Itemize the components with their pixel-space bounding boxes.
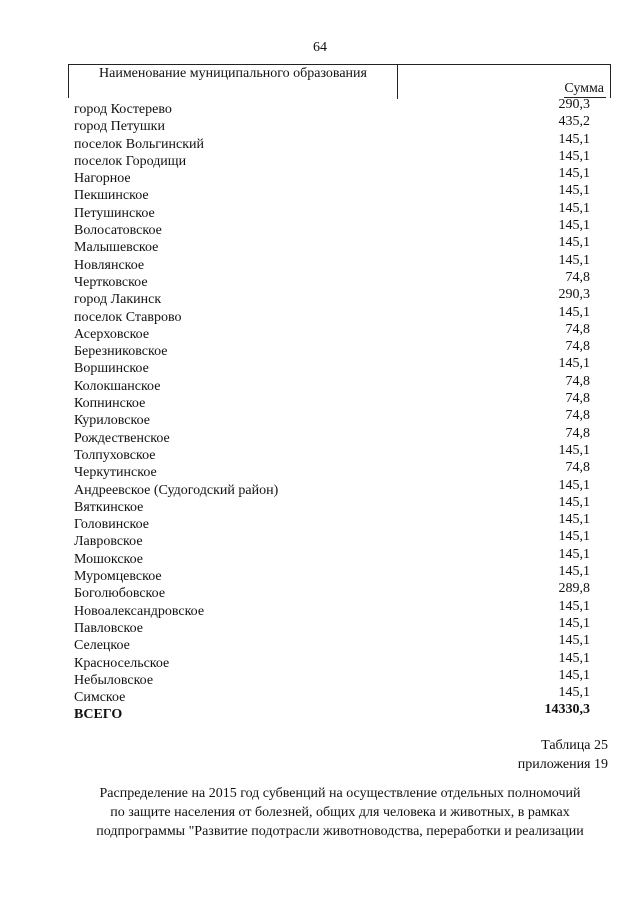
municipality-sum: 145,1 [558, 564, 590, 580]
table-description [60, 784, 620, 841]
municipality-name: Копнинское [74, 396, 146, 412]
table-row [74, 252, 590, 273]
municipality-sum: 74,8 [565, 269, 590, 285]
municipality-name: Лавровское [74, 534, 143, 550]
table-row [74, 650, 590, 671]
table-row [74, 546, 590, 567]
municipality-sum: 145,1 [558, 200, 590, 216]
municipality-sum: 145,1 [558, 218, 590, 234]
table-row [74, 168, 590, 185]
total-label: ВСЕГО [74, 707, 123, 723]
municipality-sum: 145,1 [558, 529, 590, 545]
table-row [74, 598, 590, 619]
table-row [74, 667, 590, 688]
municipality-name: Асерховское [74, 326, 150, 342]
municipality-sum: 145,1 [558, 633, 590, 649]
municipality-name: поселок Ставрово [74, 309, 182, 325]
municipality-name: Андреевское (Судогодский район) [74, 482, 279, 498]
total-row [74, 704, 590, 721]
table-row [74, 289, 590, 306]
municipality-sum: 145,1 [558, 183, 590, 199]
municipality-name: Мошокское [74, 551, 144, 567]
municipality-name: Черкутинское [74, 465, 157, 481]
table-row [74, 531, 590, 548]
municipality-sum: 74,8 [565, 373, 590, 389]
table-row [74, 494, 590, 515]
table-header [68, 64, 611, 98]
column-header-sum: Сумма [564, 81, 604, 96]
municipality-sum: 74,8 [565, 391, 590, 407]
description-line: по защите населения от болезней, общих для человека и животных, в рамках [110, 805, 570, 820]
municipality-name: Березниковское [74, 344, 168, 360]
municipality-sum: 145,1 [558, 442, 590, 458]
municipality-sum: 74,8 [565, 460, 590, 476]
table-row [74, 358, 590, 375]
table-row [74, 566, 590, 583]
table-body [74, 99, 590, 722]
table-row [74, 583, 590, 600]
municipality-name: город Петушки [74, 119, 165, 135]
table-row [74, 442, 590, 463]
municipality-name: Нагорное [74, 171, 131, 187]
municipality-sum: 435,2 [558, 114, 590, 130]
municipality-name: Куриловское [74, 413, 150, 429]
description-line: подпрограммы "Развитие подотрасли животноводства, переработки и реализации [96, 824, 584, 839]
municipality-name: Волосатовское [74, 223, 162, 239]
table-row [74, 687, 590, 704]
municipality-name: город Костерево [74, 102, 172, 117]
municipality-sum: 145,1 [558, 477, 590, 493]
municipality-name: Красносельское [74, 655, 170, 671]
municipality-name: город Лакинск [74, 292, 162, 308]
table-row [74, 410, 590, 427]
table-row [74, 341, 590, 358]
municipality-sum: 145,1 [558, 494, 590, 510]
municipality-name: Вяткинское [74, 499, 144, 515]
description-line: Распределение на 2015 год субвенций на осуществление отдельных полномочий [99, 786, 581, 801]
table-row [74, 131, 590, 152]
municipality-sum: 145,1 [558, 615, 590, 631]
municipality-name: поселок Городищи [74, 153, 187, 169]
municipality-name: Рождественское [74, 430, 170, 446]
table-row [74, 462, 590, 479]
municipality-sum: 145,1 [558, 304, 590, 320]
municipality-name: Петушинское [74, 205, 155, 221]
municipality-sum: 74,8 [565, 339, 590, 355]
municipality-name: Головинское [74, 517, 149, 533]
municipality-sum: 145,1 [558, 252, 590, 268]
municipality-sum: 74,8 [565, 408, 590, 424]
municipality-sum: 290,3 [558, 287, 590, 303]
municipality-name: Селецкое [74, 638, 130, 654]
table-row [74, 321, 590, 342]
table-row [74, 373, 590, 394]
municipality-sum: 145,1 [558, 131, 590, 147]
municipality-name: Колокшанское [74, 378, 161, 394]
municipality-sum: 145,1 [558, 148, 590, 164]
municipality-name: Новлянское [74, 257, 145, 273]
table-row [74, 116, 590, 133]
municipality-name: Новоалександровское [74, 603, 205, 619]
table-row [74, 269, 590, 290]
table-row [74, 220, 590, 237]
table-row [74, 477, 590, 498]
municipality-sum: 145,1 [558, 650, 590, 666]
municipality-name: Муромцевское [74, 569, 162, 585]
municipality-name: Симское [74, 690, 126, 706]
table-row [74, 514, 590, 531]
municipality-name: Пекшинское [74, 188, 149, 204]
municipality-name: поселок Вольгинский [74, 136, 204, 152]
table-row [74, 185, 590, 202]
municipality-sum: 145,1 [558, 598, 590, 614]
municipality-sum: 145,1 [558, 546, 590, 562]
column-header-name: Наименование муниципального образования [69, 65, 398, 99]
table-row [74, 200, 590, 221]
municipality-sum: 145,1 [558, 166, 590, 182]
table-row [74, 615, 590, 636]
municipality-name: Чертковское [74, 274, 148, 290]
municipality-name: Небыловское [74, 672, 154, 688]
municipality-sum: 145,1 [558, 356, 590, 372]
municipality-sum: 145,1 [558, 235, 590, 251]
municipality-sum: 74,8 [565, 321, 590, 337]
municipality-name: Боголюбовское [74, 586, 166, 602]
page-number: 64 [313, 40, 327, 55]
total-sum: 14330,3 [544, 702, 590, 718]
table-row [74, 148, 590, 169]
table-row [74, 304, 590, 325]
table-row [74, 393, 590, 410]
municipality-sum: 290,3 [558, 97, 590, 112]
municipality-sum: 145,1 [558, 685, 590, 701]
table-row [74, 425, 590, 446]
municipality-name: Павловское [74, 620, 143, 636]
table-row [74, 237, 590, 254]
table-caption [518, 736, 608, 774]
table-row [74, 635, 590, 652]
table-row [74, 99, 590, 116]
municipality-sum: 145,1 [558, 512, 590, 528]
municipality-name: Толпуховское [74, 447, 156, 463]
municipality-sum: 289,8 [558, 581, 590, 597]
municipality-sum: 74,8 [565, 425, 590, 441]
table-label: Таблица 25 [541, 738, 608, 753]
municipality-name: Малышевское [74, 240, 159, 256]
municipality-sum: 145,1 [558, 667, 590, 683]
appendix-label: приложения 19 [517, 757, 608, 772]
municipality-name: Воршинское [74, 361, 149, 377]
